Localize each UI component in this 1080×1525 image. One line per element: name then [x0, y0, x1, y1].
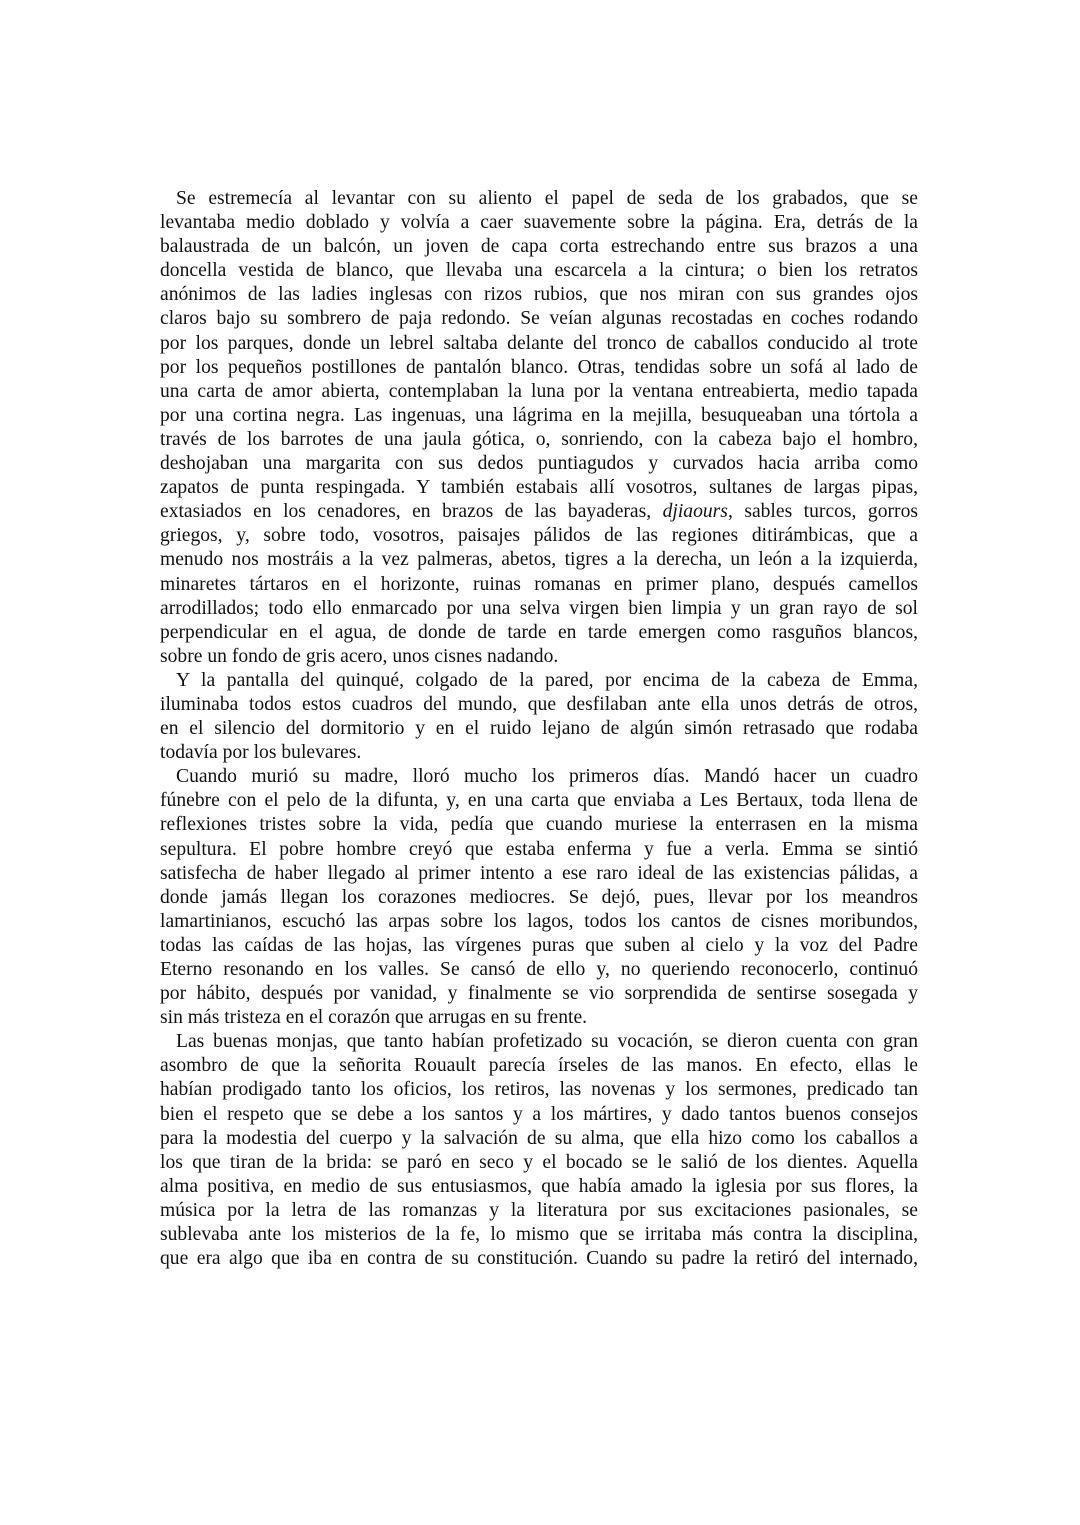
text-line: en el silencio del dormitorio y en el ruido lejano de algún simón retrasado que rodaba: [160, 718, 918, 740]
text-line: todavía por los bulevares.: [160, 742, 362, 764]
paragraph-mother-death: [160, 765, 918, 1030]
text-line: Se estremecía al levantar con su aliento el papel de seda de los grabados, que se: [176, 188, 918, 209]
text-line: Eterno resonando en los valles. Se cansó de ello y, no queriendo reconocerlo, continuó: [160, 959, 918, 980]
text-segment: , sables turcos, gorros: [727, 501, 918, 523]
text-line: minaretes tártaros en el horizonte, ruinas romanas en primer plano, después camellos: [160, 573, 918, 595]
text-line: alma positiva, en medio de sus entusiasmos, que había amado la iglesia por sus flores, la: [160, 1175, 918, 1197]
text-line-with-italic: [160, 500, 918, 524]
text-line: sobre un fondo de gris acero, unos cisnes nadando.: [160, 645, 559, 667]
text-line: bien el respeto que se debe a los santos y a los mártires, y dado tantos buenos consejos: [160, 1103, 918, 1125]
text-line: satisfecha de haber llegado al primer intento a ese raro ideal de las existencias pálidas, a: [160, 862, 918, 884]
text-line: iluminaba todos estos cuadros del mundo, que desfilaban ante ella unos detrás de otros,: [160, 693, 918, 715]
text-line: para la modestia del cuerpo y la salvación de su alma, que ella hizo como los caballos a: [160, 1127, 918, 1149]
text-segment: extasiados en los cenadores, en brazos de las bayaderas,: [160, 501, 663, 523]
text-line: reflexiones tristes sobre la vida, pedía que cuando muriese la enterrasen en la misma: [160, 814, 918, 836]
text-line: fúnebre con el pelo de la difunta, y, en una carta que enviaba a Les Bertaux, toda llena de: [160, 790, 918, 812]
text-line: donde jamás llegan los corazones mediocres. Se dejó, pues, llevar por los meandros: [160, 886, 918, 908]
text-line: sublevaba ante los misterios de la fe, lo mismo que se irritaba más contra la disciplina,: [160, 1224, 918, 1246]
text-line: través de los barrotes de una jaula gótica, o, sonriendo, con la cabeza bajo el hombro,: [160, 428, 918, 450]
text-line: levantaba medio doblado y volvía a caer suavemente sobre la página. Era, detrás de la: [160, 212, 918, 234]
text-line: sepultura. El pobre hombre creyó que estaba enferma y fue a verla. Emma se sintió: [160, 838, 918, 860]
text-line: anónimos de las ladies inglesas con rizos rubios, que nos miran con sus grandes ojos: [160, 284, 918, 306]
text-line: Cuando murió su madre, lloró mucho los primeros días. Mandó hacer un cuadro: [176, 766, 918, 788]
document-page: [160, 187, 918, 1271]
text-line: lamartinianos, escuchó las arpas sobre los lagos, todos los cantos de cisnes moribundos,: [160, 910, 918, 932]
text-line: habían prodigado tanto los oficios, los retiros, las novenas y los sermones, predicado tan: [160, 1079, 918, 1101]
paragraph-engravings: [160, 187, 918, 669]
text-line: arrodillados; todo ello enmarcado por una selva virgen bien limpia y un gran rayo de sol: [160, 597, 918, 619]
paragraph-lamp: [160, 669, 918, 765]
text-line: todas las caídas de las hojas, las vírgenes puras que suben al cielo y la voz del Padre: [160, 934, 918, 956]
text-line: por una cortina negra. Las ingenuas, una lágrima en la mejilla, besuqueaban una tórtola a: [160, 404, 918, 426]
text-line: deshojaban una margarita con sus dedos puntiagudos y curvados hacia arriba como: [160, 453, 918, 475]
text-line: griegos, y, sobre todo, vosotros, paisajes pálidos de las regiones ditirámbicas, que a: [160, 525, 918, 547]
text-line: claros bajo su sombrero de paja redondo. Se veían algunas recostadas en coches rodando: [160, 308, 918, 330]
text-line: asombro de que la señorita Rouault parecía írseles de las manos. En efecto, ellas le: [160, 1055, 918, 1077]
text-line: Y la pantalla del quinqué, colgado de la pared, por encima de la cabeza de Emma,: [176, 669, 918, 691]
text-line: zapatos de punta respingada. Y también estabais allí vosotros, sultanes de largas pipas,: [160, 477, 918, 499]
text-line: una carta de amor abierta, contemplaban la luna por la ventana entreabierta, medio tapada: [160, 380, 918, 402]
text-line: los que tiran de la brida: se paró en seco y el bocado se le salió de los dientes. Aquella: [160, 1151, 918, 1173]
italic-word: djiaours: [662, 501, 728, 523]
text-line: por los parques, donde un lebrel saltaba delante del tronco de caballos conducido al trote: [160, 332, 918, 354]
text-line: doncella vestida de blanco, que llevaba una escarcela a la cintura; o bien los retratos: [160, 260, 918, 282]
text-line: sin más tristeza en el corazón que arrugas en su frente.: [160, 1007, 588, 1029]
text-line: perpendicular en el agua, de donde de tarde en tarde emergen como rasguños blancos,: [160, 621, 918, 643]
text-line: por hábito, después por vanidad, y finalmente se vio sorprendida de sentirse sosegada y: [160, 983, 918, 1005]
text-line: balaustrada de un balcón, un joven de capa corta estrechando entre sus brazos a una: [160, 236, 918, 258]
text-line: música por la letra de las romanzas y la literatura por sus excitaciones pasionales, se: [160, 1199, 918, 1221]
text-line: que era algo que iba en contra de su constitución. Cuando su padre la retiró del internado,: [160, 1248, 918, 1270]
paragraph-nuns: [160, 1030, 918, 1271]
text-line: por los pequeños postillones de pantalón blanco. Otras, tendidas sobre un sofá al lado de: [160, 356, 918, 378]
text-line: menudo nos mostráis a la vez palmeras, abetos, tigres a la derecha, un león a la izquierda,: [160, 549, 918, 571]
text-line: Las buenas monjas, que tanto habían profetizado su vocación, se dieron cuenta con gran: [176, 1031, 918, 1053]
